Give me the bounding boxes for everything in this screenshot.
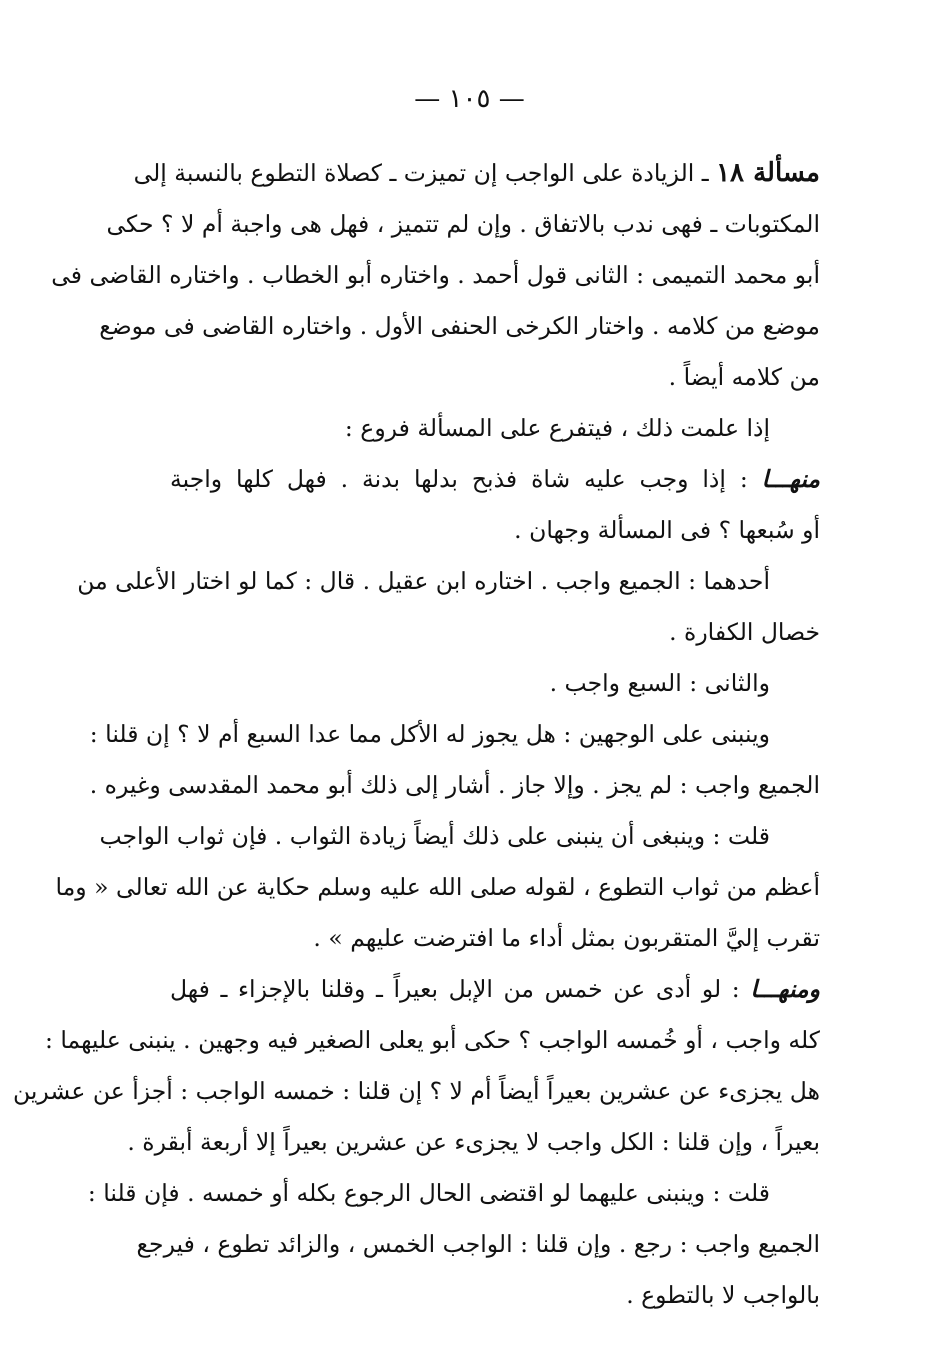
text-line: [170, 352, 820, 403]
line-text: الجميع واجب : رجع . وإن قلنا : الواجب الخمس ، والزائد تطوع ، فيرجع: [136, 1230, 820, 1258]
text-line: [170, 607, 820, 658]
line-text: موضع من كلامه . واختار الكرخى الحنفى الأول . واختاره القاضى فى موضع: [99, 312, 820, 340]
line-text: بعيراً ، وإن قلنا : الكل واجب لا يجزىء عن عشرين بعيراً إلا أربعة أبقرة .: [127, 1128, 820, 1156]
text-line: [170, 1270, 820, 1321]
page-number: — ١٠٥ —: [414, 84, 525, 114]
text-line: [51, 250, 820, 301]
line-text: إذا علمت ذلك ، فيتفرع على المسألة فروع :: [344, 414, 770, 442]
text-line: [133, 148, 820, 199]
line-text: أبو محمد التميمى : الثانى قول أحمد . واختاره أبو الخطاب . واختاره القاضى فى: [51, 261, 820, 289]
text-line: [170, 403, 820, 454]
text-line: [99, 301, 820, 352]
line-text: : لو أدى عن خمس من الإبل بعيراً ـ وقلنا بالإجزاء ـ فهل: [170, 975, 751, 1003]
line-text: قلت : وينبغى أن ينبنى على ذلك أيضاً زيادة الثواب . فإن ثواب الواجب: [99, 822, 770, 850]
text-line: [77, 556, 820, 607]
line-text: أحدهما : الجميع واجب . اختاره ابن عقيل . قال : كما لو اختار الأعلى من: [77, 567, 770, 595]
line-text: وينبنى على الوجهين : هل يجوز له الأكل مما عدا السبع أم لا ؟ إن قلنا :: [89, 720, 770, 748]
text-line: [44, 1015, 820, 1066]
line-text: قلت : وينبنى عليهما لو اقتضى الحال الرجوع بكله أو خمسه . فإن قلنا :: [87, 1179, 770, 1207]
text-line: [99, 811, 820, 862]
line-text: هل يجزىء عن عشرين بعيراً أيضاً أم لا ؟ إن قلنا : خمسه الواجب : أجزأ عن عشرين: [13, 1077, 820, 1105]
line-text: المكتوبات ـ فهى ندب بالاتفاق . وإن لم تتميز ، فهل هى واجبة أم لا ؟ حكى: [106, 210, 820, 238]
subsection-label: ومنهـــا: [750, 975, 820, 1003]
section-heading: مسألة ١٨: [716, 158, 820, 188]
line-text: الجميع واجب : لم يجز . وإلا جاز . أشار إلى ذلك أبو محمد المقدسى وغيره .: [89, 771, 820, 799]
line-text: من كلامه أيضاً .: [668, 363, 820, 391]
subsection-label: منهـــا: [761, 465, 820, 493]
line-text: بالواجب لا بالتطوع .: [626, 1281, 820, 1309]
line-text: : إذا وجب عليه شاة فذبح بدلها بدنة . فهل كلها واجبة: [170, 465, 762, 493]
line-text: أعظم من ثواب التطوع ، لقوله صلى الله عليه وسلم حكاية عن الله تعالى « وما: [55, 873, 820, 901]
text-line: [170, 913, 820, 964]
line-text: خصال الكفارة .: [669, 618, 820, 646]
line-text: ـ الزيادة على الواجب إن تميزت ـ كصلاة التطوع بالنسبة إلى: [133, 159, 717, 187]
text-line: [55, 862, 820, 913]
text-line: [13, 1066, 820, 1117]
line-text: كله واجب ، أو خُمسه الواجب ؟ حكى أبو يعلى الصغير فيه وجهين . ينبنى عليهما :: [44, 1026, 820, 1054]
text-line: [87, 1168, 820, 1219]
text-line: [89, 709, 820, 760]
body-text: [13, 148, 820, 1321]
text-line: [170, 505, 820, 556]
text-line: [136, 1219, 820, 1270]
text-line: [170, 964, 820, 1015]
text-line: [170, 658, 820, 709]
line-text: والثانى : السبع واجب .: [549, 669, 770, 697]
text-line: [170, 454, 820, 505]
line-text: تقرب إليَّ المتقربون بمثل أداء ما افترضت عليهم » .: [313, 924, 820, 952]
text-line: [89, 760, 820, 811]
text-line: [127, 1117, 820, 1168]
text-line: [106, 199, 820, 250]
line-text: أو سُبعها ؟ فى المسألة وجهان .: [514, 516, 820, 544]
